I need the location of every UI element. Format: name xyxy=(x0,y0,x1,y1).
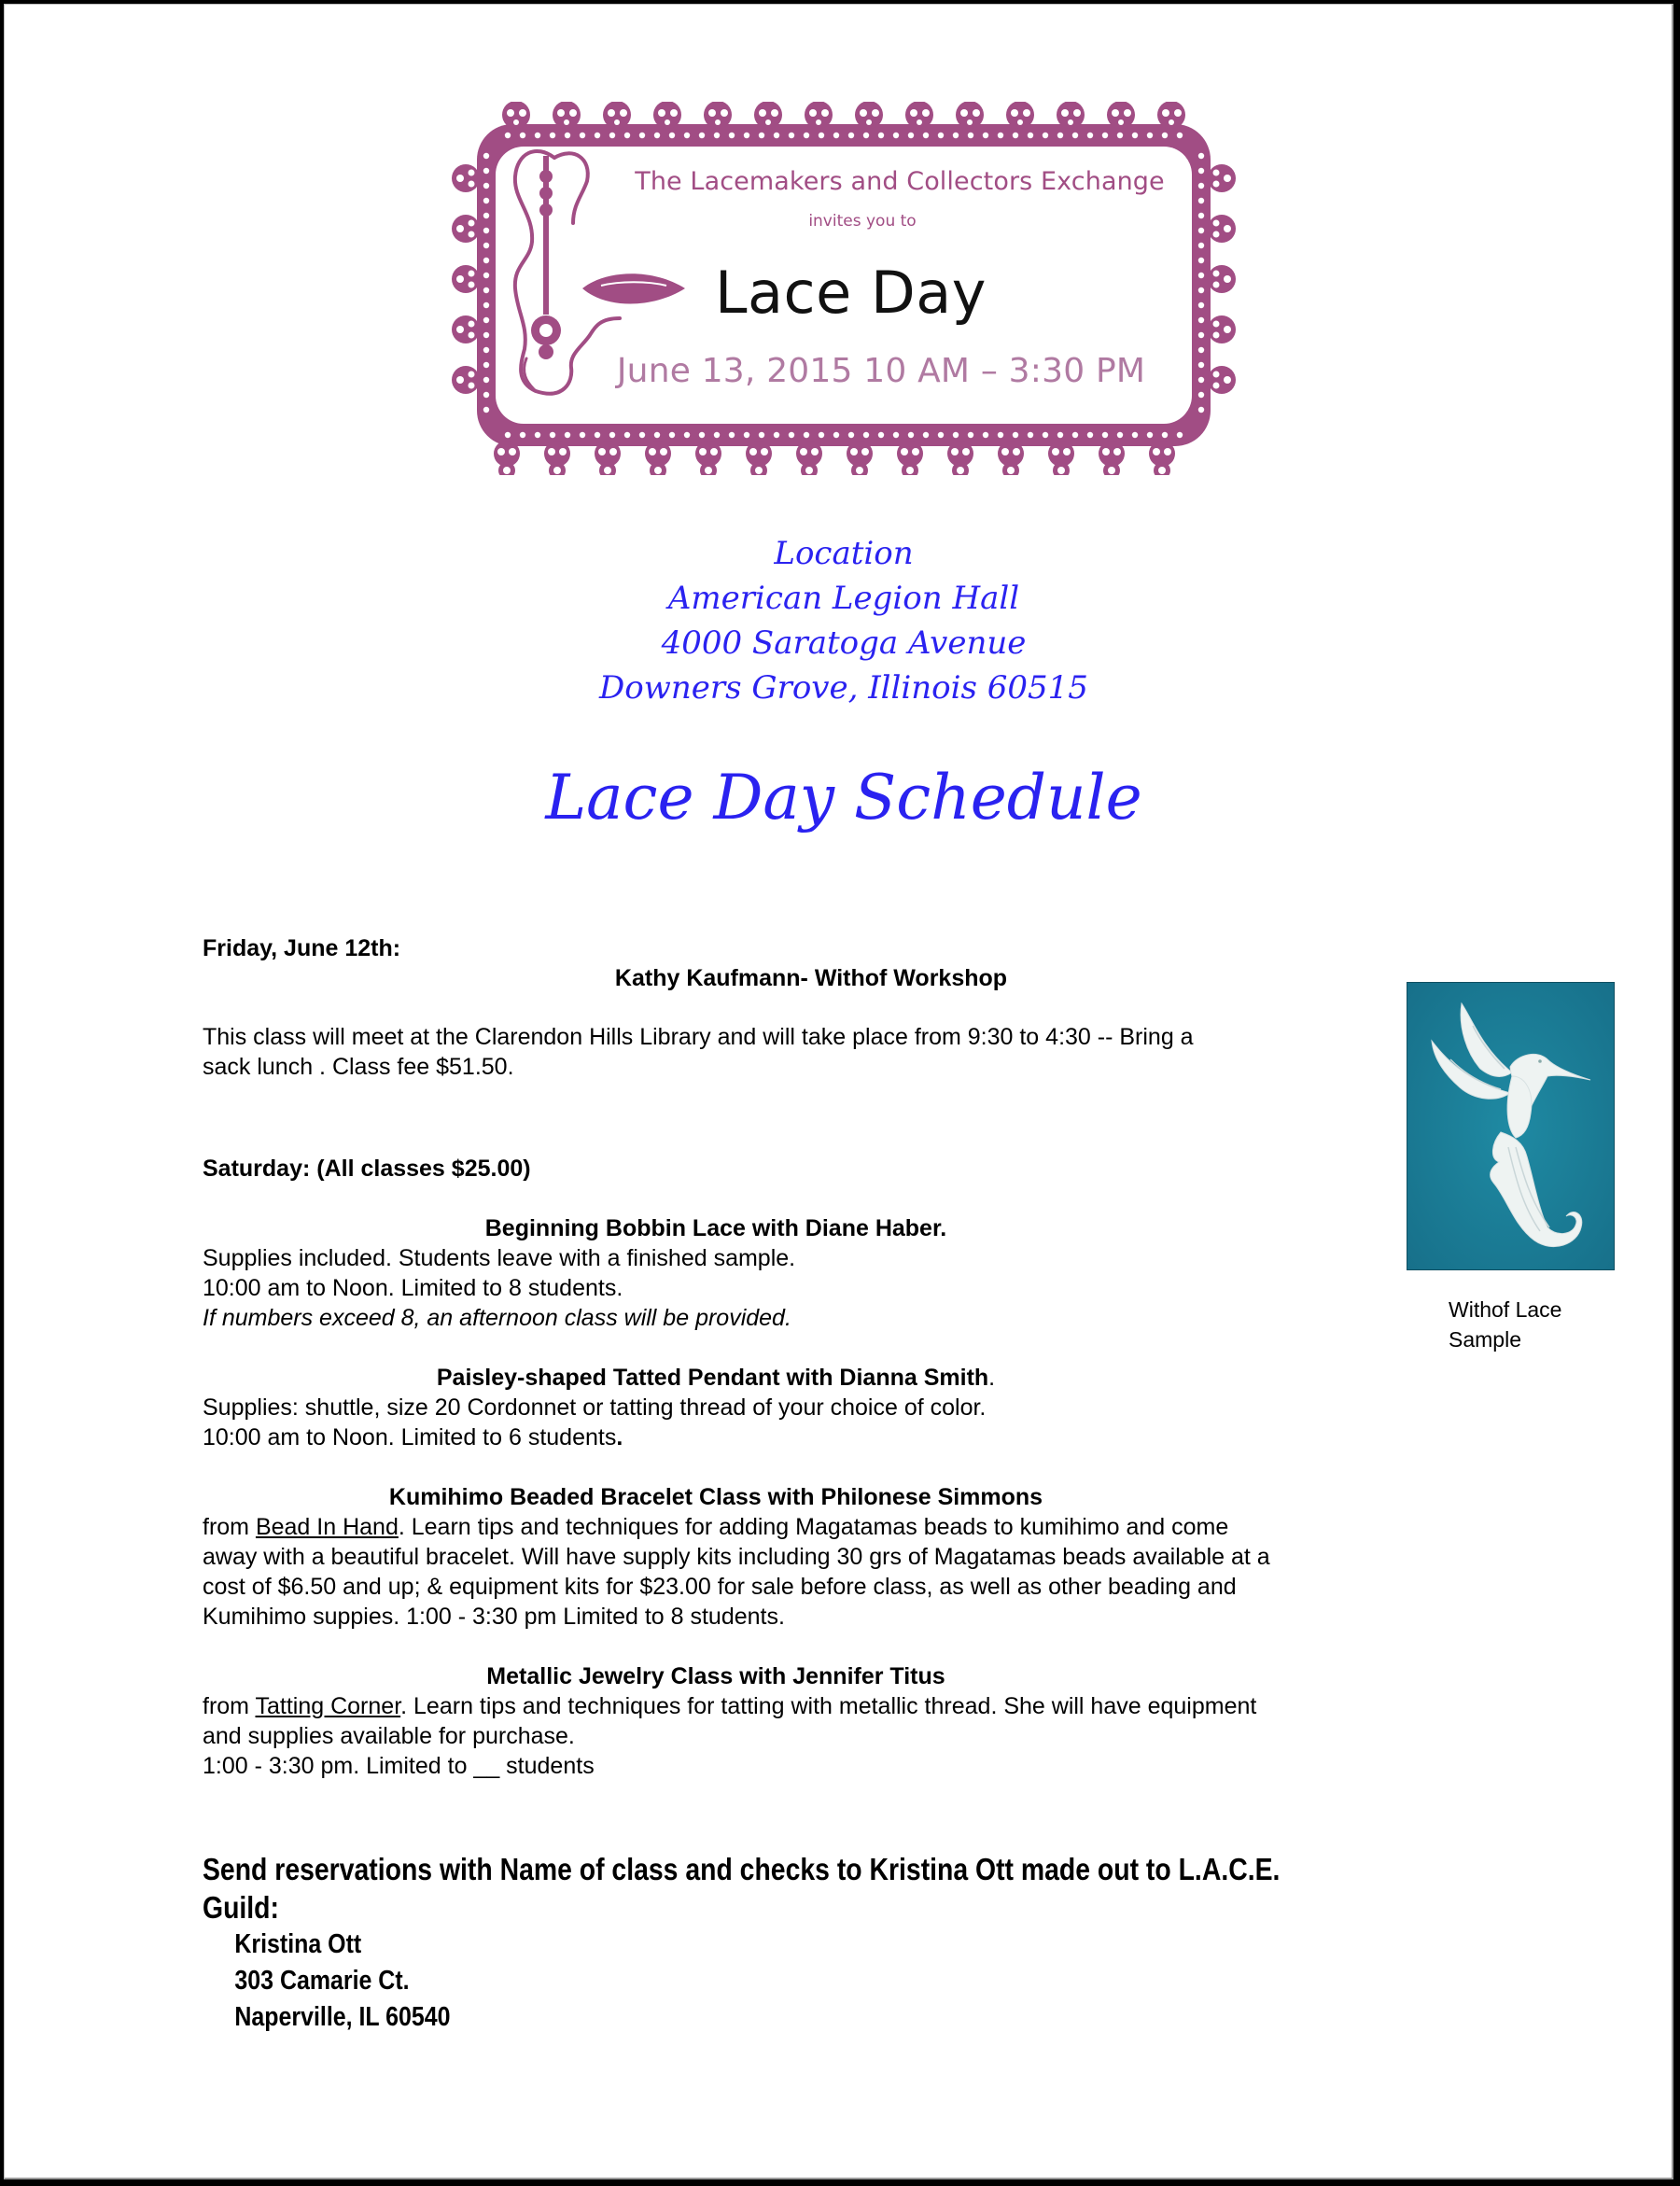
location-block xyxy=(4,531,1680,710)
class-note: If numbers exceed 8, an afternoon class will be provided. xyxy=(203,1305,791,1331)
lace-day-logo xyxy=(442,102,1245,475)
event-date: June 13, 2015 10 AM – 3:30 PM xyxy=(616,352,1146,390)
class-detail-line: and supplies available for purchase. xyxy=(203,1723,575,1749)
class-paisley-tatted-pendant xyxy=(203,1363,1229,1452)
tatting-corner-link[interactable]: Tatting Corner xyxy=(255,1693,401,1719)
class-title: Kumihimo Beaded Bracelet Class with Philonese Simmons xyxy=(388,1484,1043,1510)
reservations-section xyxy=(203,1850,1509,2036)
reservations-instructions: Send reservations with Name of class and checks to Kristina Ott made out to L.A.C.E. xyxy=(203,1852,1281,1886)
location-venue: American Legion Hall xyxy=(667,580,1020,617)
class-detail-line xyxy=(203,1422,1229,1452)
class-title xyxy=(203,1363,1229,1393)
friday-heading: Friday, June 12th: xyxy=(203,935,401,961)
class-beginning-bobbin-lace xyxy=(203,1213,1229,1333)
class-detail-line xyxy=(203,1691,1509,1721)
class-detail-text: . Learn tips and techniques for adding Magatamas beads to kumihimo and come xyxy=(398,1514,1229,1540)
from-text: from xyxy=(203,1693,256,1719)
location-city: Downers Grove, Illinois 60515 xyxy=(599,669,1088,707)
from-text: from xyxy=(203,1514,256,1540)
friday-class-title: Kathy Kaufmann- Withof Workshop xyxy=(614,965,1008,991)
class-detail-line: Supplies included. Students leave with a finished sample. xyxy=(203,1245,796,1271)
friday-section xyxy=(203,933,1491,1082)
class-title-period: . xyxy=(988,1365,996,1391)
saturday-section xyxy=(203,1154,1491,1781)
friday-description-line: sack lunch . Class fee $51.50. xyxy=(203,1054,514,1080)
class-detail-line: cost of $6.50 and up; & equipment kits for $23.00 for sale before class, as well as other beading and xyxy=(203,1574,1237,1600)
schedule-title: Lace Day Schedule xyxy=(545,762,1142,834)
mailing-city: Naperville, IL 60540 xyxy=(234,2002,451,2032)
location-street: 4000 Saratoga Avenue xyxy=(661,624,1027,662)
invites-text: invites you to xyxy=(808,212,917,231)
class-kumihimo-bracelet xyxy=(203,1482,1270,1632)
organization-name: The Lacemakers and Collectors Exchange xyxy=(635,167,1165,196)
class-detail-text: 10:00 am to Noon. Limited to 6 students xyxy=(203,1424,617,1450)
class-detail-line: Supplies: shuttle, size 20 Cordonnet or tatting thread of your choice of color. xyxy=(203,1394,987,1421)
saturday-heading: Saturday: (All classes $25.00) xyxy=(203,1156,531,1182)
sample-caption-line: Sample xyxy=(1449,1327,1521,1352)
class-title: Beginning Bobbin Lace with Diane Haber. xyxy=(484,1215,947,1241)
bead-in-hand-link[interactable]: Bead In Hand xyxy=(255,1514,399,1540)
class-title-text: Paisley-shaped Tatted Pendant with Dianna Smith xyxy=(436,1365,989,1391)
class-metallic-jewelry xyxy=(203,1661,1257,1781)
sample-caption-line: Withof Lace xyxy=(1449,1297,1562,1322)
class-detail-line: Kumihimo suppies. 1:00 - 3:30 pm Limited to 8 students. xyxy=(203,1604,785,1630)
class-detail-line xyxy=(203,1512,1509,1542)
location-label: Location xyxy=(774,535,914,572)
class-detail-period: . xyxy=(616,1424,623,1450)
friday-description-line: This class will meet at the Clarendon Hills Library and will take place from 9:30 to 4:30 -- Bring a xyxy=(203,1024,1194,1050)
class-detail-line: 1:00 - 3:30 pm. Limited to __ students xyxy=(203,1753,595,1779)
class-detail-line: away with a beautiful bracelet. Will have supply kits including 30 grs of Magatamas beads available at a xyxy=(203,1544,1270,1570)
class-detail-line: 10:00 am to Noon. Limited to 8 students. xyxy=(203,1275,623,1301)
mailing-street: 303 Camarie Ct. xyxy=(234,1966,410,1996)
mailing-name: Kristina Ott xyxy=(234,1929,362,1959)
reservations-instructions: Guild: xyxy=(203,1890,279,1925)
event-name: Lace Day xyxy=(715,259,987,327)
class-detail-text: . Learn tips and techniques for tatting with metallic thread. She will have equipment xyxy=(400,1693,1257,1719)
class-title: Metallic Jewelry Class with Jennifer Titus xyxy=(486,1663,945,1689)
